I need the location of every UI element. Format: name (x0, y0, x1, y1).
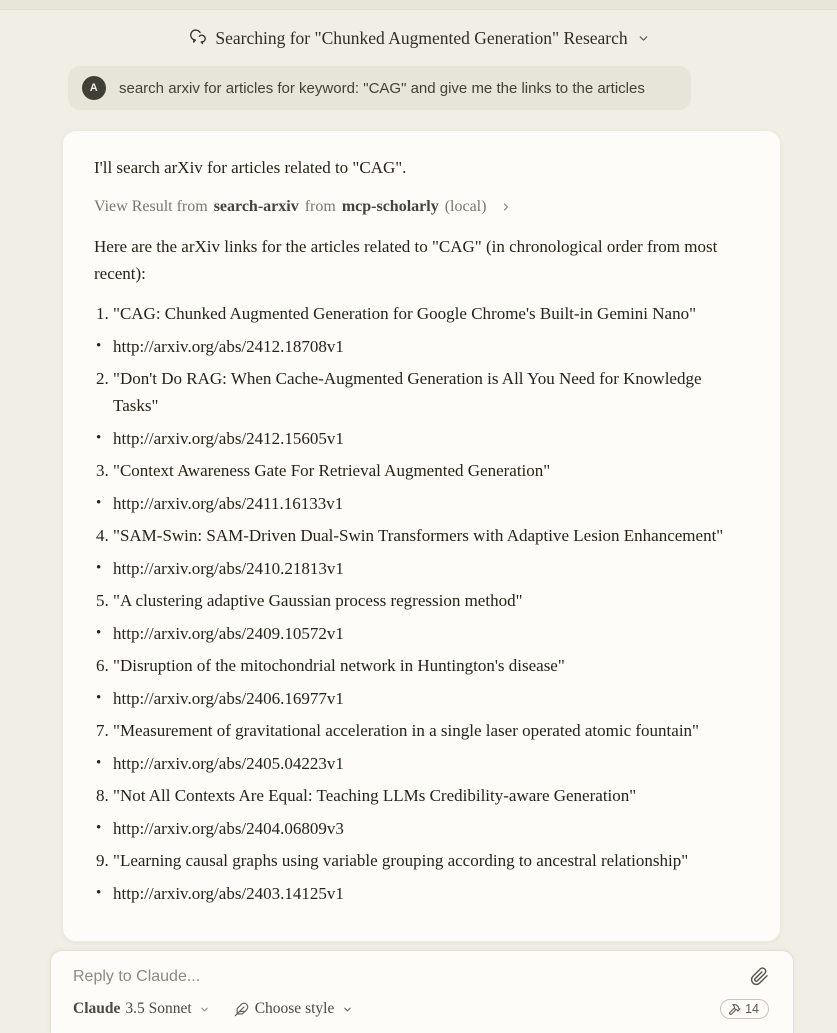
paperclip-icon[interactable] (750, 967, 769, 986)
tool-result-prefix: View Result from (94, 198, 208, 215)
user-avatar: A (82, 76, 106, 100)
tool-result-toggle[interactable] (94, 193, 749, 220)
assistant-intro: I'll search arXiv for articles related to "CAG". (94, 158, 407, 177)
model-name: Claude (73, 1000, 121, 1017)
conversation-header[interactable] (0, 23, 837, 53)
article-link: • http://arxiv.org/abs/2404.06809v3 (96, 818, 344, 838)
tools-count: 14 (745, 1002, 759, 1016)
article-link: • http://arxiv.org/abs/2405.04223v1 (96, 753, 344, 773)
article-title: 2. "Don't Do RAG: When Cache-Augmented Generation is All You Need for Knowledge Tasks" (96, 369, 702, 415)
article-title: 1. "CAG: Chunked Augmented Generation for Google Chrome's Built-in Gemini Nano" (96, 304, 697, 323)
hammer-icon (728, 1003, 741, 1016)
article-link: • http://arxiv.org/abs/2412.18708v1 (96, 336, 344, 356)
articles-list (94, 300, 749, 907)
window-top-strip (0, 0, 837, 10)
article-title: 3. "Context Awareness Gate For Retrieval Augmented Generation" (96, 461, 551, 480)
chat-bubbles-icon (187, 29, 206, 48)
article-link: • http://arxiv.org/abs/2403.14125v1 (96, 883, 344, 903)
article-title: 5. "A clustering adaptive Gaussian process regression method" (96, 591, 523, 610)
chevron-right-icon (500, 201, 512, 213)
tool-result-middle: from (304, 198, 336, 215)
chevron-down-icon (637, 32, 650, 45)
user-message-text: search arxiv for articles for keyword: "CAG" and give me the links to the articles (119, 79, 645, 97)
article-title: 7. "Measurement of gravitational acceleration in a single laser operated atomic fountain" (96, 721, 699, 740)
tool-result-suffix: (local) (444, 198, 487, 215)
model-version: 3.5 Sonnet (125, 1000, 192, 1017)
chevron-down-icon (342, 1004, 353, 1015)
article-link: • http://arxiv.org/abs/2410.21813v1 (96, 558, 344, 578)
reply-input[interactable]: Reply to Claude... (73, 967, 201, 985)
user-message (68, 66, 691, 110)
assistant-message-card (62, 130, 781, 942)
article-link: • http://arxiv.org/abs/2406.16977v1 (96, 688, 344, 708)
tool-name: search-arxiv (213, 198, 299, 215)
style-label: Choose style (254, 1000, 335, 1017)
article-title: 4. "SAM-Swin: SAM-Driven Dual-Swin Transformers with Adaptive Lesion Enhancement" (96, 526, 724, 545)
article-link: • http://arxiv.org/abs/2411.16133v1 (96, 493, 344, 513)
composer (50, 950, 794, 1033)
article-link: • http://arxiv.org/abs/2412.15605v1 (96, 428, 344, 448)
assistant-list-intro: Here are the arXiv links for the articles related to "CAG" (in chronological order from most recent): (94, 237, 718, 283)
chevron-down-icon (199, 1004, 210, 1015)
mcp-tools-badge[interactable] (720, 999, 769, 1019)
article-title: 8. "Not All Contexts Are Equal: Teaching LLMs Credibility-aware Generation" (96, 786, 637, 805)
conversation-title: Searching for "Chunked Augmented Generation" Research (215, 27, 628, 48)
article-link: • http://arxiv.org/abs/2409.10572v1 (96, 623, 344, 643)
mcp-server-name: mcp-scholarly (341, 198, 439, 215)
style-selector[interactable] (234, 1000, 354, 1018)
article-title: 6. "Disruption of the mitochondrial network in Huntington's disease" (96, 656, 565, 675)
feather-icon (234, 1002, 249, 1017)
model-selector[interactable] (73, 1000, 210, 1018)
article-title: 9. "Learning causal graphs using variable grouping according to ancestral relationship" (96, 851, 689, 870)
